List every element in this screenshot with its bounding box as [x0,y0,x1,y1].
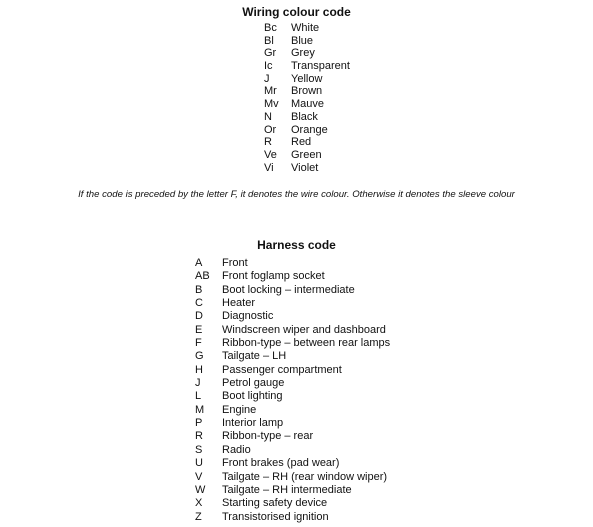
list-item [195,337,390,350]
colour-name: Transparent [291,60,350,73]
harness-description: Starting safety device [222,497,328,510]
harness-code: G [195,350,204,363]
harness-description: Front foglamp socket [222,270,325,283]
list-item [264,22,350,35]
harness-code: D [195,310,203,323]
harness-description: Boot lighting [222,390,283,403]
list-item [195,297,390,310]
list-item [264,35,350,48]
list-item [195,444,390,457]
list-item [195,511,390,524]
harness-description: Front [222,257,248,269]
colour-name: Green [291,148,322,161]
harness-description: Tailgate – LH [222,350,287,363]
list-item [195,417,390,430]
wiring-colour-code-title: Wiring colour code [242,5,351,19]
colour-code: Mr [264,85,277,98]
harness-code-list [195,257,390,524]
colour-name: Orange [291,123,328,136]
harness-description: Front brakes (pad wear) [222,457,340,470]
harness-description: Boot locking – intermediate [222,283,355,296]
list-item [264,60,350,73]
harness-code: L [195,390,202,403]
colour-code: J [264,72,270,85]
list-item [195,457,390,470]
harness-description: Heater [222,297,256,310]
list-item [195,377,390,390]
list-item [264,149,350,162]
harness-code: V [195,470,203,483]
harness-code: H [195,363,203,376]
harness-code: S [195,443,203,456]
harness-code: AB [195,270,210,283]
list-item [264,136,350,149]
harness-description: Radio [222,443,251,456]
list-item [195,497,390,510]
harness-code: F [195,337,202,350]
harness-description: Passenger compartment [222,363,342,376]
list-item [264,162,350,175]
list-item [195,471,390,484]
colour-code: Ic [264,60,273,73]
colour-code: N [264,110,272,123]
harness-description: Diagnostic [222,310,274,323]
list-item [264,98,350,111]
list-item [264,47,350,60]
list-item [195,484,390,497]
list-item [195,324,390,337]
list-item [195,430,390,443]
harness-code: E [195,323,203,336]
colour-name: White [291,22,320,34]
harness-code-title: Harness code [257,238,336,252]
colour-name: Yellow [291,72,323,85]
colour-code: Gr [264,47,277,60]
harness-description: Petrol gauge [222,377,285,390]
wiring-colour-code-list [264,22,350,174]
harness-description: Ribbon-type – between rear lamps [222,337,391,350]
list-item [264,124,350,137]
colour-code: Bl [264,34,274,47]
harness-description: Engine [222,403,257,416]
harness-description: Tailgate – RH intermediate [222,483,352,496]
colour-name: Red [291,136,312,149]
sleeve-colour-note: If the code is preceded by the letter F, it denotes the wire colour. Otherwise it denotes the sleeve colour [78,189,515,200]
harness-code: B [195,283,203,296]
list-item [195,364,390,377]
colour-name: Black [291,110,318,123]
list-item [195,270,390,283]
colour-name: Grey [291,47,315,60]
list-item [195,350,390,363]
colour-name: Blue [291,34,314,47]
harness-code: P [195,417,203,430]
colour-name: Violet [291,161,319,174]
colour-name: Mauve [291,98,325,111]
list-item [195,310,390,323]
harness-description: Ribbon-type – rear [222,430,314,443]
harness-description: Windscreen wiper and dashboard [222,323,386,336]
harness-code: C [195,297,203,310]
harness-code: J [195,377,201,390]
harness-code: A [195,257,203,269]
colour-code: R [264,136,272,149]
colour-code: Or [264,123,277,136]
colour-code: Mv [264,98,279,111]
list-item [264,73,350,86]
colour-code: Ve [264,148,277,161]
harness-code: Z [195,510,202,523]
list-item [264,85,350,98]
list-item [195,390,390,403]
harness-code: U [195,457,203,470]
list-item [195,257,390,270]
harness-code: W [195,483,206,496]
harness-description: Interior lamp [222,417,284,430]
list-item [195,404,390,417]
harness-code: M [195,403,205,416]
colour-code: Bc [264,22,277,34]
harness-description: Tailgate – RH (rear window wiper) [222,470,388,483]
colour-name: Brown [291,85,323,98]
harness-description: Transistorised ignition [222,510,329,523]
harness-code: R [195,430,203,443]
list-item [264,111,350,124]
harness-code: X [195,497,203,510]
colour-code: Vi [264,161,274,174]
list-item [195,284,390,297]
